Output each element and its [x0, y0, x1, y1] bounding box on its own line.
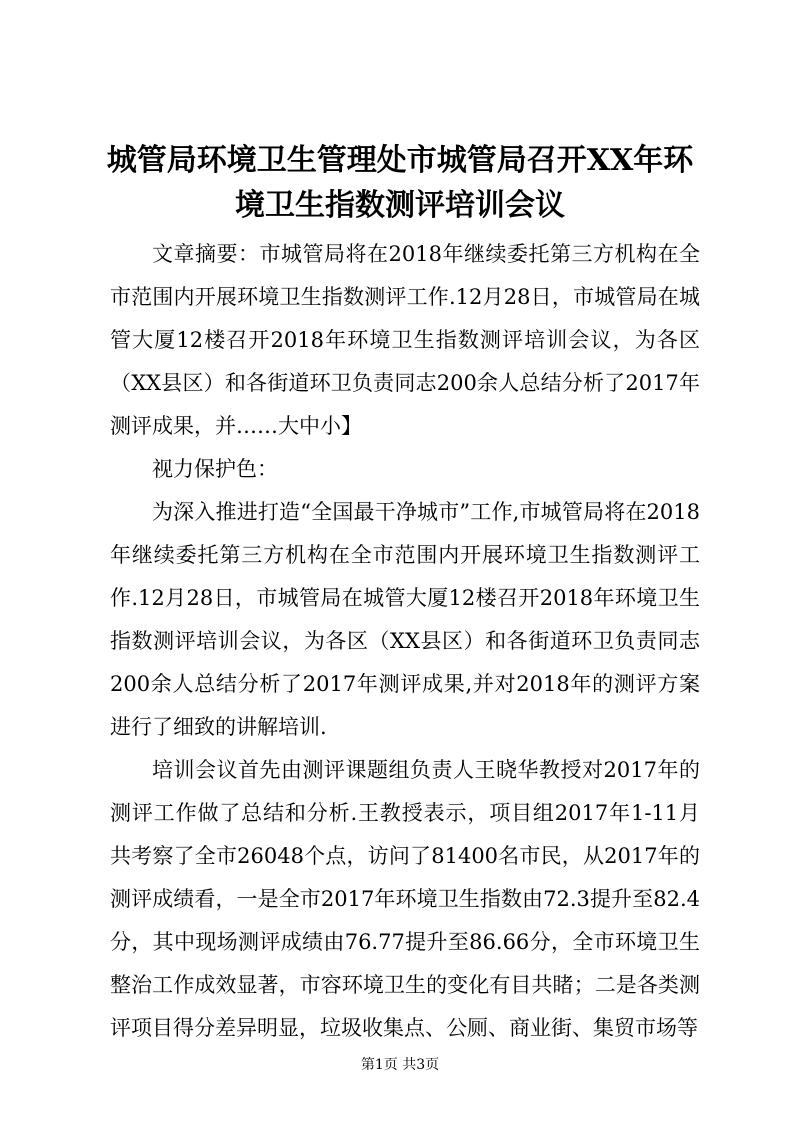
document-title: 城管局环境卫生管理处市城管局召开XX年环境卫生指数测评培训会议 [106, 143, 694, 223]
paragraph-abstract: 文章摘要：市城管局将在2018年继续委托第三方机构在全市范围内开展环境卫生指数测评工作.12月28日，市城管局在城管大厦12楼召开2018年环境卫生指数测评培训会议，为各区（XX县区）和各街道环卫负责同志200余人总结分析了2017年测评成果，并……大中小】 [110, 242, 700, 438]
paragraph-summary: 培训会议首先由测评课题组负责人王晓华教授对2017年的测评工作做了总结和分析.王教授表示，项目组2017年1-11月共考察了全市26048个点，访问了81400名市民，从2017年的测评成绩看，一是全市2017年环境卫生指数由72.3提升至82.4分，其中现场测评成绩由76.77提升至86.66分，全市环境卫生整治工作成效显著，市容环境卫生的变化有目共睹；二是各类测评项目得分差异明显，垃圾收集点、公厕、商业街、集贸市场等 [110, 758, 700, 1040]
document-body [110, 233, 700, 1050]
paragraph-intro: 为深入推进打造“全国最干净城市”工作,市城管局将在2018年继续委托第三方机构在全市范围内开展环境卫生指数测评工作.12月28日，市城管局在城管大厦12楼召开2018年环境卫生指数测评培训会议，为各区（XX县区）和各街道环卫负责同志200余人总结分析了2017年测评成果,并对2018年的测评方案进行了细致的讲解培训. [110, 500, 700, 739]
page-footer: 第1页 共3页 [360, 1057, 440, 1073]
paragraph-eye-protection: 视力保护色： [152, 457, 278, 481]
